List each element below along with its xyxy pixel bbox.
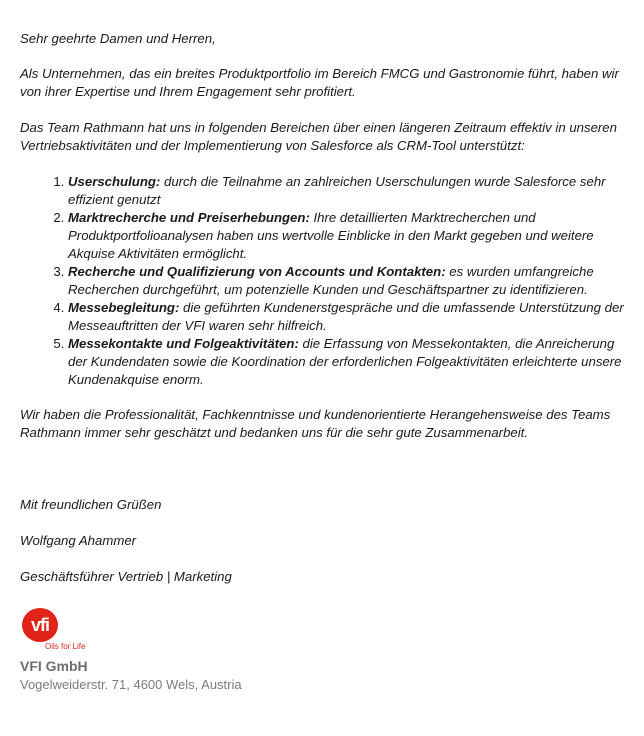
list-item-text: die Erfassung von Messekontakten, die Anreicherung der Kundendaten sowie die Koordination der erforderlichen Folgeaktivitäten erleichterte unsere Kundenakquise enorm. [68, 336, 622, 387]
list-item [68, 263, 634, 299]
logo-mark: vfi [22, 608, 58, 642]
closing-paragraph: Wir haben die Professionalität, Fachkenntnisse und kundenorientierte Herangehensweise des Teams Rathmann immer sehr geschätzt und bedanken uns für die sehr gute Zusammenarbeit. [20, 407, 611, 440]
list-item [68, 299, 634, 335]
list-item-title: Userschulung: [68, 174, 161, 189]
services-list [20, 173, 634, 389]
list-item-text: die geführten Kundenerstgespräche und die umfassende Unterstützung der Messeauftritten der VFI waren sehr hilfreich. [68, 300, 624, 333]
greeting: Sehr geehrte Damen und Herren, [20, 31, 216, 46]
list-item [68, 335, 634, 389]
intro-paragraph: Als Unternehmen, das ein breites Produktportfolio im Bereich FMCG und Gastronomie führt, haben wir von ihrer Expertise und Ihrem Engagement sehr profitiert. [20, 66, 619, 99]
list-item-text: es wurden umfangreiche Recherchen durchgeführt, um potenzielle Kunden und Geschäftspartner zu identifizieren. [68, 264, 594, 297]
signer-name: Wolfgang Ahammer [20, 533, 137, 548]
team-paragraph: Das Team Rathmann hat uns in folgenden Bereichen über einen längeren Zeitraum effektiv in unseren Vertriebsaktivitäten und der Implementierung von Salesforce als CRM-Tool unterstützt: [20, 120, 617, 153]
logo-tagline: Oils for Life [45, 642, 86, 651]
vfi-logo [20, 608, 110, 652]
list-item-title: Marktrecherche und Preiserhebungen: [68, 210, 310, 225]
list-item [68, 209, 634, 263]
sign-off: Mit freundlichen Grüßen [20, 497, 162, 512]
list-item-title: Messekontakte und Folgeaktivitäten: [68, 336, 299, 351]
list-item-title: Recherche und Qualifizierung von Accounts und Kontakten: [68, 264, 446, 279]
list-item-text: durch die Teilnahme an zahlreichen Userschulungen wurde Salesforce sehr effizient genutzt [68, 174, 606, 207]
list-item [68, 173, 634, 209]
signer-role: Geschäftsführer Vertrieb | Marketing [20, 569, 232, 584]
list-item-text: Ihre detaillierten Marktrecherchen und Produktportfolioanalysen haben uns wertvolle Einblicke in den Markt gegeben und weitere Akquise Aktivitäten ermöglicht. [68, 210, 594, 261]
list-item-title: Messebegleitung: [68, 300, 180, 315]
company-address: Vogelweiderstr. 71, 4600 Wels, Austria [20, 677, 242, 692]
company-name: VFI GmbH [20, 658, 88, 674]
